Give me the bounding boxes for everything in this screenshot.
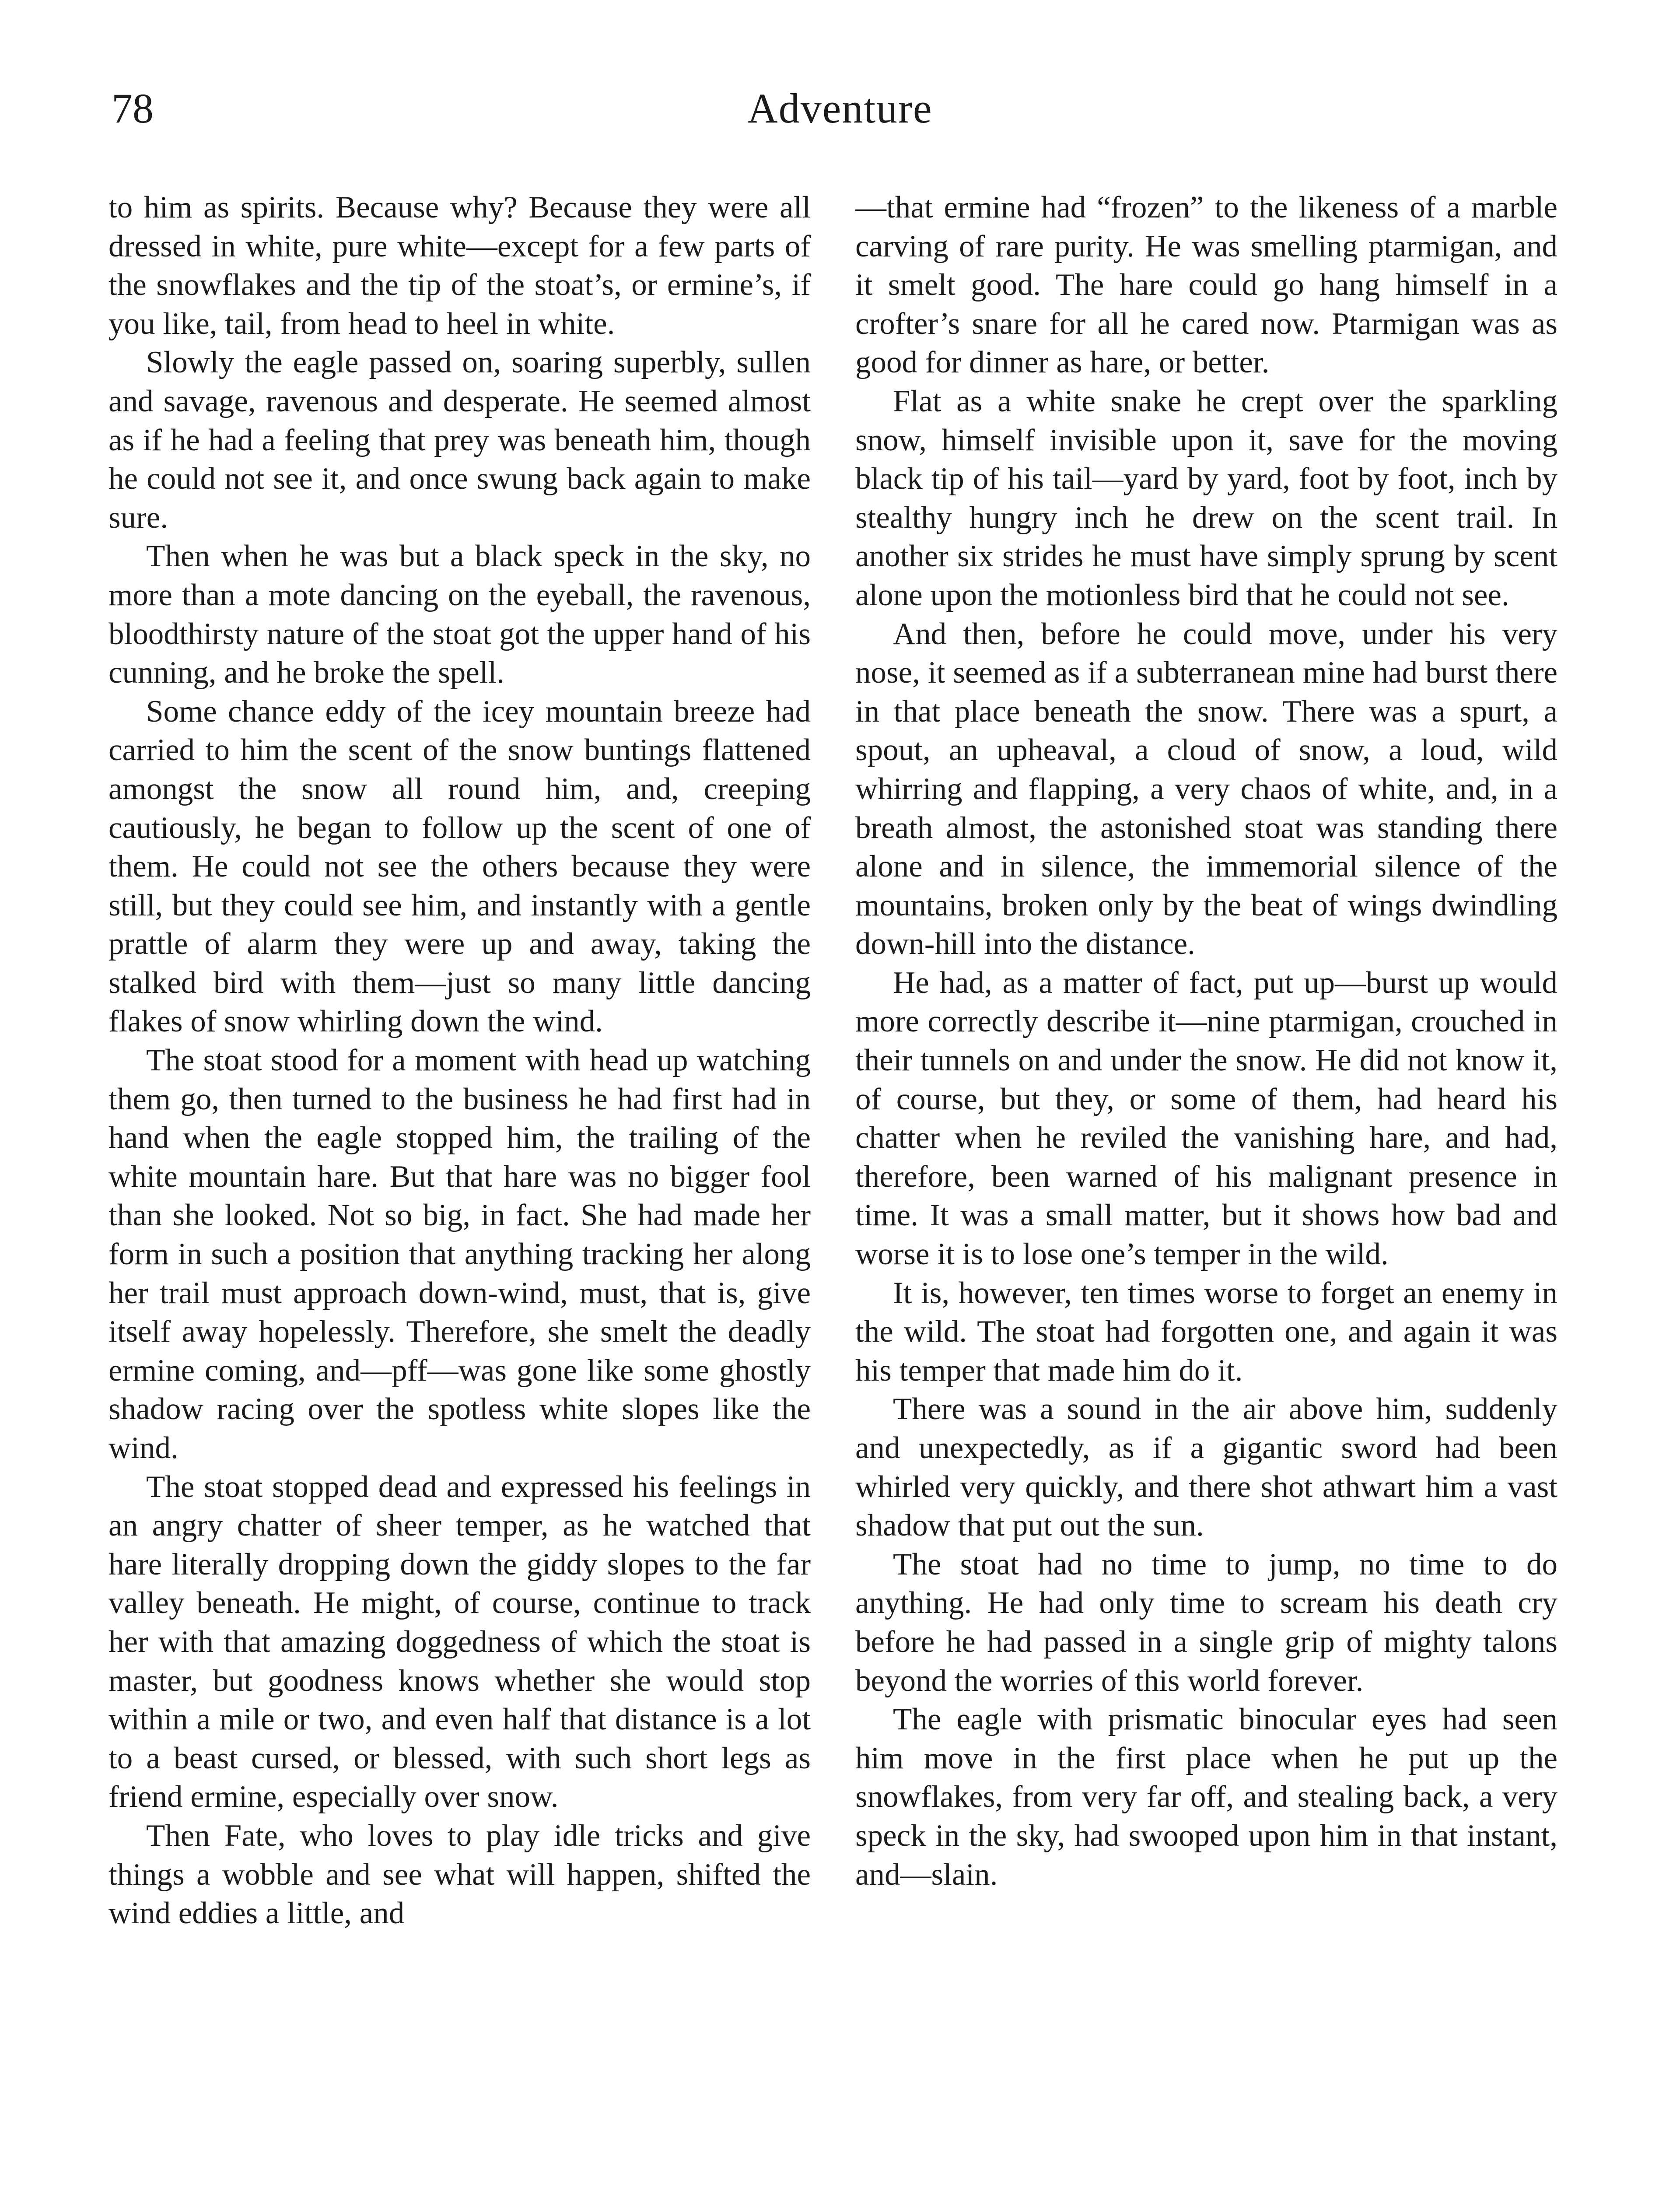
page-number: 78: [112, 85, 154, 132]
paragraph: It is, however, ten times worse to forget an enemy in the wild. The stoat had forgotten one, and again it was his temper that made him do it.: [855, 1276, 1558, 1388]
paragraph: There was a sound in the air above him, suddenly and unexpectedly, as if a gigantic sword had been whirled very quickly, and there shot athwart him a vast shadow that put out the sun.: [855, 1392, 1558, 1543]
paragraph: The stoat had no time to jump, no time to do anything. He had only time to scream his death cry before he had passed in a single grip of mighty talons beyond the worries of this world forever.: [855, 1547, 1558, 1698]
paragraph: Then Fate, who loves to play idle tricks and give things a wobble and see what will happen, shifted the wind eddies a little, and: [108, 1818, 811, 1931]
paragraph: to him as spirits. Because why? Because they were all dressed in white, pure white—except for a few parts of the snowflakes and the tip of the stoat’s, or ermine’s, if you like, tail, from head to heel in white.: [108, 190, 811, 341]
right-column: [855, 188, 1558, 1894]
paragraph: And then, before he could move, under his very nose, it seemed as if a subterranean mine had burst there in that place beneath the snow. There was a spurt, a spout, an upheaval, a cloud of snow, a loud, wild whirring and flapping, a very chaos of white, and, in a breath almost, the astonished stoat was standing there alone and in silence, the immemorial silence of the mountains, broken only by the beat of wings dwindling down-hill into the distance.: [855, 617, 1558, 961]
paragraph: The stoat stood for a moment with head up watching them go, then turned to the business he had first had in hand when the eagle stopped him, the trailing of the white mountain hare. But that hare was no bigger fool than she looked. Not so big, in fact. She had made her form in such a position that anything tracking her along her trail must approach down-wind, must, that is, give itself away hopelessly. Therefore, she smelt the deadly ermine coming, and—pff—was gone like some ghostly shadow racing over the spotless white slopes like the wind.: [108, 1043, 811, 1465]
paragraph: Then when he was but a black speck in the sky, no more than a mote dancing on the eyeball, the ravenous, bloodthirsty nature of the stoat got the upper hand of his cunning, and he broke the spell.: [108, 539, 811, 690]
running-title: Adventure: [747, 85, 933, 132]
paragraph: Flat as a white snake he crept over the sparkling snow, himself invisible upon it, save for the moving black tip of his tail—yard by yard, foot by foot, inch by stealthy hungry inch he drew on the scent trail. In another six strides he must have simply sprung by scent alone upon the motionless bird that he could not see.: [855, 384, 1558, 612]
paragraph: He had, as a matter of fact, put up—burst up would more correctly describe it—nine ptarmigan, crouched in their tunnels on and under the snow. He did not know it, of course, but they, or some of them, had heard his chatter when he reviled the vanishing hare, and had, therefore, been warned of his malignant presence in time. It was a small matter, but it shows how bad and worse it is to lose one’s temper in the wild.: [855, 965, 1558, 1272]
paragraph: The eagle with prismatic binocular eyes had seen him move in the first place when he put up the snowflakes, from very far off, and stealing back, a very speck in the sky, had swooped upon him in that instant, and—slain.: [855, 1702, 1558, 1892]
paragraph: The stoat stopped dead and expressed his feelings in an angry chatter of sheer temper, as he watched that hare literally dropping down the giddy slopes to the far valley beneath. He might, of course, continue to track her with that amazing doggedness of which the stoat is master, but goodness knows whether she would stop within a mile or two, and even half that distance is a lot to a beast cursed, or blessed, with such short legs as friend ermine, especially over snow.: [108, 1469, 811, 1814]
paragraph: —that ermine had “frozen” to the likeness of a marble carving of rare purity. He was smelling ptarmigan, and it smelt good. The hare could go hang himself in a crofter’s snare for all he cared now. Ptarmigan was as good for dinner as hare, or better.: [855, 190, 1558, 380]
paragraph: Slowly the eagle passed on, soaring superbly, sullen and savage, ravenous and desperate. He seemed almost as if he had a feeling that prey was beneath him, though he could not see it, and once swung back again to make sure.: [108, 345, 811, 535]
left-column: [108, 188, 811, 1933]
paragraph: Some chance eddy of the icey mountain breeze had carried to him the scent of the snow buntings flattened amongst the snow all round him, and, creeping cautiously, he began to follow up the scent of one of them. He could not see the others because they were still, but they could see him, and instantly with a gentle prattle of alarm they were up and away, taking the stalked bird with them—just so many little dancing flakes of snow whirling down the wind.: [108, 694, 811, 1039]
